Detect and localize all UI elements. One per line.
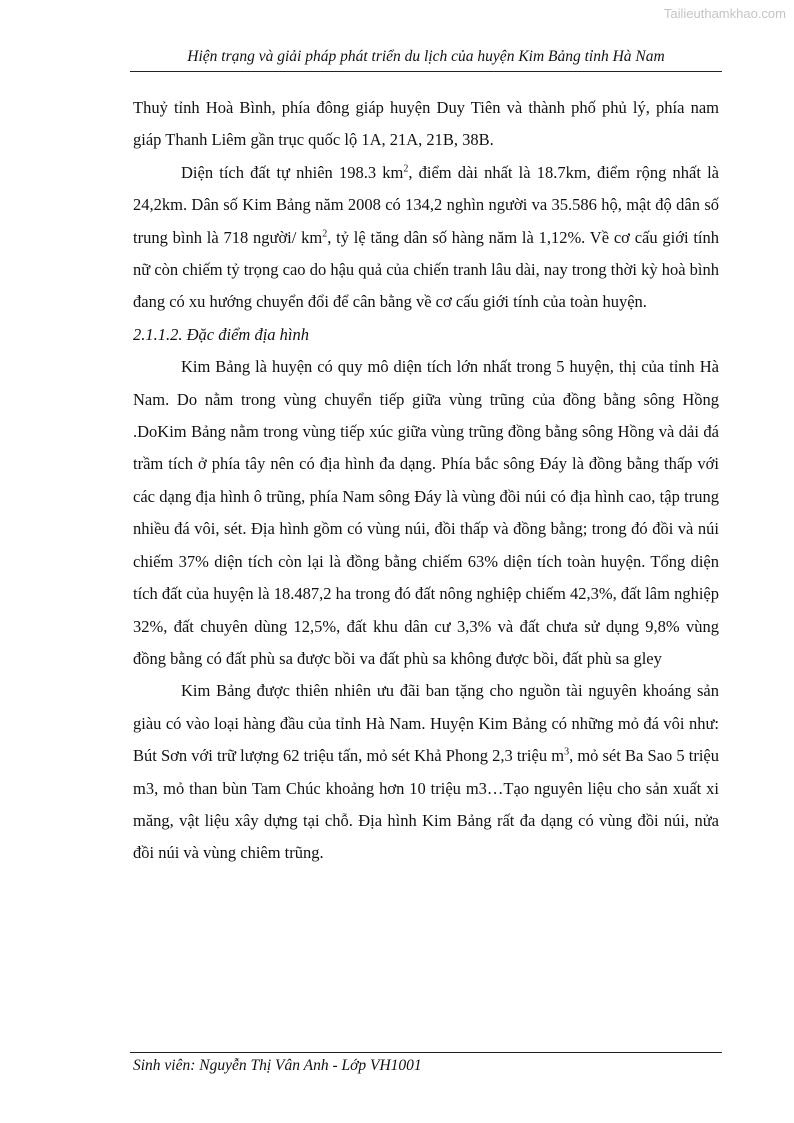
paragraph-3: Kim Bảng là huyện có quy mô diện tích lớn nhất trong 5 huyện, thị của tỉnh Hà Nam. Do nằm trong vùng chuyển tiếp giữa vùng trũng của đồng bằng sông Hồng .DoKim Bảng nằm trong vùng tiếp xúc giữa vùng trũng đồng bằng sông Hồng và dải đá trầm tích ở phía tây nên có địa hình đa dạng. Phía bắc sông Đáy là đồng bằng thấp với các dạng địa hình ô trũng, phía Nam sông Đáy là vùng đồi núi có địa hình cao, tập trung nhiều đá vôi, sét. Địa hình gồm có vùng núi, đồi thấp và đồng bằng; trong đó đồi và núi chiếm 37% diện tích còn lại là đồng bằng chiếm 63% diện tích toàn huyện. Tổng diện tích đất của huyện là 18.487,2 ha trong đó đất nông nghiệp chiếm 42,3%, đất lâm nghiệp 32%, đất chuyên dùng 12,5%, đất khu dân cư 3,3% và đất chưa sử dụng 9,8% vùng đồng bằng có đất phù sa được bồi va đất phù sa không được bồi, đất phù sa gley [133, 357, 719, 668]
superscript: 2 [403, 163, 409, 175]
paragraph-2-text-c: , tỷ lệ tăng dân số hàng năm là 1,12%. Về cơ cấu giới tính nữ còn chiếm tỷ trọng cao do hậu quả của chiến tranh lâu dài, nay trong thời kỳ hoà bình đang có xu hướng chuyển đổi để cân bằng về cơ cấu giới tính của toàn huyện. [133, 227, 719, 312]
paragraph-2 [133, 157, 719, 319]
paragraph-2-text-a: Diện tích đất tự nhiên 198.3 km [181, 162, 404, 182]
footer-divider [130, 1052, 722, 1053]
superscript: 3 [564, 746, 570, 758]
header-divider [130, 71, 722, 72]
section-heading: 2.1.1.2. Đặc điểm địa hình [133, 324, 309, 344]
paragraph-4-text-b: , mỏ sét Ba Sao 5 triệu m3, mỏ than bùn Tam Chúc khoảng hơn 10 triệu m3…Tạo nguyên liệu cho sản xuất xi măng, vật liệu xây dựng tại chỗ. Địa hình Kim Bảng rất đa dạng có vùng đồi núi, nửa đồi núi và vùng chiêm trũng. [133, 746, 719, 863]
watermark: Tailieuthamkhao.com [663, 6, 786, 21]
page-header: Hiện trạng và giải pháp phát triển du lịch của huyện Kim Bảng tỉnh Hà Nam [187, 48, 665, 65]
superscript: 2 [322, 228, 328, 240]
paragraph-1: Thuỷ tỉnh Hoà Bình, phía đông giáp huyện Duy Tiên và thành phố phủ lý, phía nam giáp Thanh Liêm gần trục quốc lộ 1A, 21A, 21B, 38B. [133, 98, 719, 150]
paragraph-4-text-a: Kim Bảng được thiên nhiên ưu đãi ban tặng cho nguồn tài nguyên khoáng sản giàu có vào loại hàng đầu của tỉnh Hà Nam. Huyện Kim Bảng có những mỏ đá vôi như: Bút Sơn với trữ lượng 62 triệu tấn, mỏ sét Khả Phong 2,3 triệu m [133, 681, 719, 766]
paragraph-2-text-b: , điểm dài nhất là 18.7km, điểm rộng nhất là 24,2km. Dân số Kim Bảng năm 2008 có 134,2 nghìn người va 35.586 hộ, mật độ dân số trung bình là 718 người/ km [133, 162, 719, 247]
document-body [133, 92, 719, 870]
paragraph-4 [133, 675, 719, 869]
page-footer: Sinh viên: Nguyễn Thị Vân Anh - Lớp VH1001 [133, 1057, 422, 1074]
